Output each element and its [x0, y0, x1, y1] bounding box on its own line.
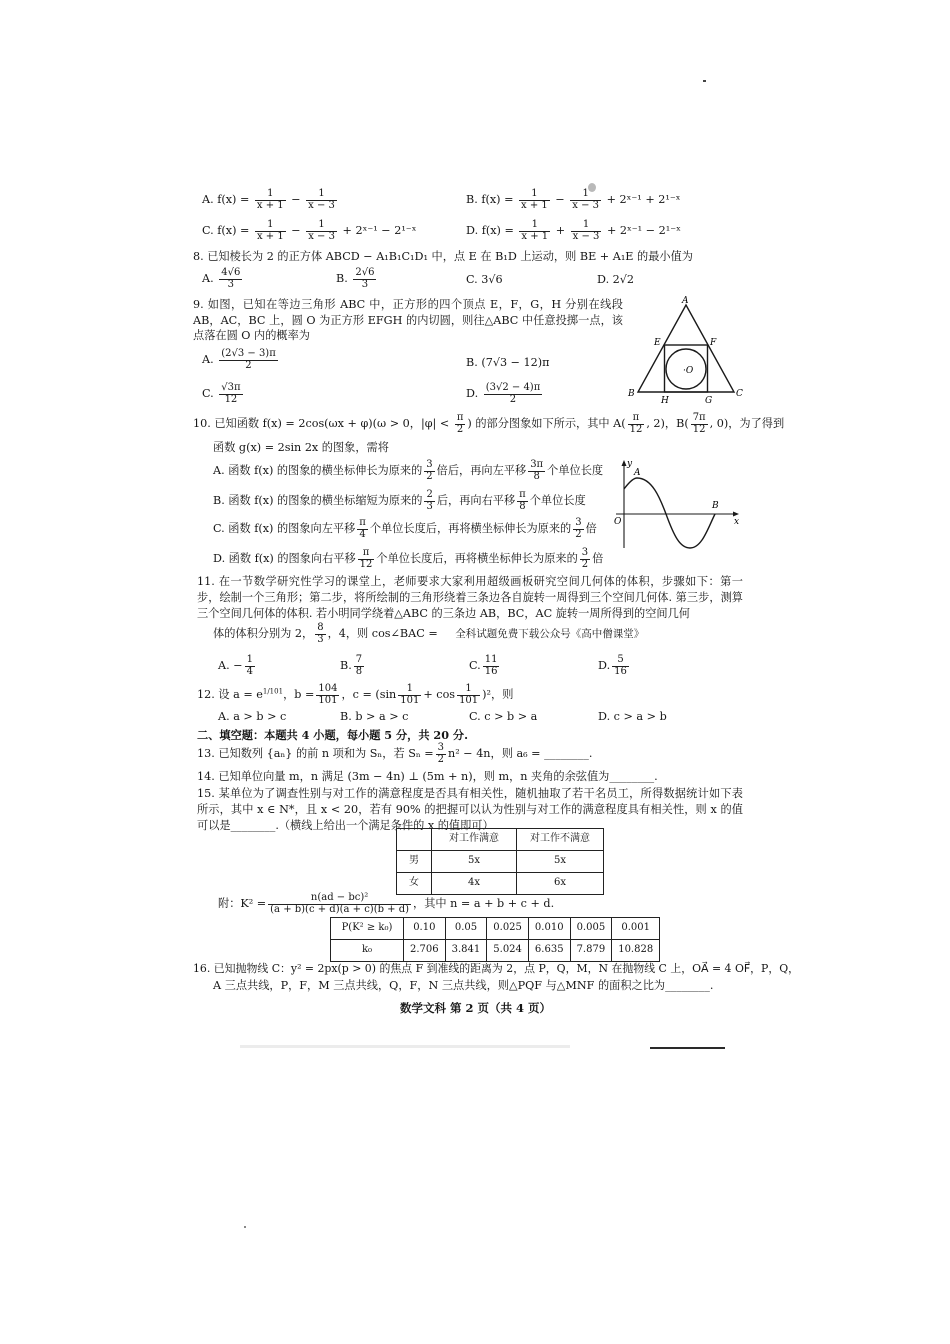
scan-line [650, 1047, 725, 1049]
k2-formula [218, 893, 554, 915]
q10-option-c [213, 518, 597, 540]
numerator: 1 [570, 189, 601, 201]
numerator: 3 [581, 547, 589, 558]
critical-value-table [330, 917, 660, 962]
operator: + [555, 224, 566, 237]
denominator: 2 [426, 470, 433, 482]
scan-speck [703, 80, 706, 82]
denominator: 2 [575, 528, 582, 540]
stem-part: 10. 已知函数 f(x) = 2cos(ωx + φ) [193, 417, 373, 430]
fraction [424, 460, 434, 482]
q8-option-b [336, 268, 378, 290]
fraction [315, 623, 325, 645]
numerator: 7 [355, 654, 363, 665]
stem-part: 12. 设 a = e [197, 688, 263, 701]
table-cell: 男 [397, 851, 432, 873]
fraction [570, 189, 601, 211]
stem-part: + cos [423, 688, 456, 701]
q7-option-b [466, 189, 681, 211]
numerator: 1 [398, 684, 421, 696]
q7-option-d [466, 220, 681, 242]
option-text: 倍后，再向左平移 [436, 464, 527, 477]
numerator: 1 [519, 220, 550, 232]
numerator: π [456, 412, 464, 423]
table-cell: 0.005 [570, 918, 612, 940]
table-cell: 0.001 [612, 918, 660, 940]
fraction [573, 518, 583, 540]
exponent: 1/101 [262, 687, 284, 696]
label-f: F [710, 338, 717, 348]
denominator: 8 [355, 665, 363, 677]
page-footer: 数学文科 第 2 页（共 4 页） [400, 1001, 552, 1015]
table-cell: 5x [517, 851, 604, 873]
numerator: 11 [484, 654, 498, 665]
option-label: B. [336, 272, 348, 285]
numerator: π [628, 413, 645, 425]
label-o: ·O [683, 366, 694, 376]
table-header-cell: 对工作不满意 [517, 829, 604, 851]
q8-stem: 8. 已知棱长为 2 的正方体 ABCD − A₁B₁C₁D₁ 中，点 E 在 B₁D 上运动，则 BE + A₁E 的最小值为 [193, 250, 693, 263]
fraction [245, 655, 255, 677]
option-text: 个单位长度后，再将横坐标伸长为原来的 [376, 552, 578, 565]
denominator: x + 1 [521, 199, 548, 211]
fraction [628, 413, 645, 435]
option-label: D. [598, 659, 611, 672]
numerator: 1 [519, 189, 550, 201]
stem-part: ，b = [283, 688, 315, 701]
fraction [455, 413, 466, 435]
fraction [358, 548, 375, 570]
table-cell: 10.828 [612, 940, 660, 962]
denominator: x − 3 [308, 199, 335, 211]
q9-option-a [202, 349, 280, 371]
fraction [571, 220, 602, 242]
table-cell: 0.025 [487, 918, 529, 940]
fraction [219, 268, 242, 290]
stem-part: ，4，则 cos∠BAC = [327, 627, 438, 640]
operator: − [555, 193, 565, 206]
stem-part: )²，则 [482, 688, 514, 701]
q12-stem [197, 684, 513, 706]
stem-part: ) 的部分图象如下所示，其中 A( [467, 417, 626, 430]
denominator: 8 [519, 500, 526, 512]
fraction [398, 684, 421, 706]
denominator: 101 [400, 694, 420, 706]
numerator: 2√6 [355, 267, 375, 278]
numerator: n(ad − bc)² [268, 893, 411, 905]
fraction [306, 220, 337, 242]
fraction [219, 383, 242, 405]
q10-option-d [213, 548, 603, 570]
denominator: 2 [456, 423, 464, 435]
x-arrow [733, 512, 739, 517]
option-text: 个单位长度 [547, 464, 604, 477]
numerator: 1 [246, 654, 253, 665]
table-row [331, 918, 660, 940]
label-x: x [734, 517, 740, 527]
q9-option-d [466, 383, 544, 405]
numerator: 3 [575, 517, 582, 528]
cosine-curve [624, 478, 715, 548]
fraction [316, 684, 339, 706]
option-label: A. [202, 193, 214, 206]
fraction [457, 684, 480, 706]
numerator: π [519, 489, 526, 500]
fraction [483, 655, 500, 677]
option-label: A. [202, 353, 214, 366]
formula-lhs: 附：K² = [218, 897, 267, 910]
lhs: f(x) = [481, 224, 514, 237]
label-b: B [628, 389, 635, 399]
stem-part: n² − 4n，则 a₆ = ________. [448, 747, 593, 760]
denominator: 12 [359, 558, 373, 570]
lhs: f(x) = [217, 224, 250, 237]
q13 [197, 743, 592, 765]
table-cell: 4x [432, 873, 517, 895]
fraction [519, 220, 550, 242]
q10-graph [608, 456, 743, 551]
q8-option-d: D. 2√2 [597, 273, 635, 286]
numerator: 3 [426, 459, 433, 470]
numerator: 3 [437, 742, 445, 753]
numerator: 1 [457, 684, 480, 696]
option-text: 倍 [585, 522, 597, 535]
fraction [424, 490, 434, 512]
q9-stem: 9. 如图，已知在等边三角形 ABC 中，正方形的四个顶点 E，F，G，H 分别在线段 AB，AC，BC 上，圆 O 为正方形 EFGH 的内切圆，则往△ABC 中任意投掷一点，该点落在圆 O 内的概率为 [193, 298, 623, 343]
denominator: 3 [426, 500, 433, 512]
numerator: 7π [692, 412, 706, 423]
q10-stem [193, 413, 784, 435]
option-text: C. 函数 f(x) 的图象向左平移 [213, 522, 356, 535]
denominator: 12 [224, 393, 238, 405]
fraction [357, 518, 368, 540]
scan-speck [244, 1226, 246, 1228]
label-b: B [712, 501, 719, 511]
option-text: 个单位长度 [529, 494, 586, 507]
fraction [268, 893, 411, 915]
denominator: 2 [437, 753, 445, 765]
denominator: 2 [509, 393, 517, 405]
denominator: 101 [459, 694, 479, 706]
denominator: 4 [246, 665, 253, 677]
fraction [353, 268, 376, 290]
label-a: A [682, 296, 689, 306]
stem-part: 13. 已知数列 {aₙ} 的前 n 项和为 Sₙ，若 Sₙ = [197, 747, 434, 760]
y-arrow [622, 460, 627, 466]
contingency-table [396, 828, 604, 895]
q8-option-a [202, 268, 244, 290]
operator: − [291, 193, 301, 206]
numerator: π [358, 548, 375, 560]
fraction [484, 383, 543, 405]
q9-option-b: B. (7√3 − 12)π [466, 356, 550, 369]
denominator: x − 3 [572, 230, 600, 242]
denominator: 3 [361, 278, 369, 290]
numerator: 1 [255, 220, 286, 232]
table-cell: 女 [397, 873, 432, 895]
table-row [397, 851, 604, 873]
fraction [517, 490, 528, 512]
numerator: π [359, 517, 366, 528]
denominator: 2 [245, 359, 252, 371]
denominator: 12 [629, 423, 643, 435]
table-header-cell: 对工作满意 [432, 829, 517, 851]
table-cell: 5x [432, 851, 517, 873]
q12-option-a: A. a > b > c [218, 710, 287, 723]
fraction [528, 460, 545, 482]
scan-shadow [240, 1045, 570, 1048]
label-h: H [661, 396, 669, 405]
rest: + 2ˣ⁻¹ − 2¹⁻ˣ [342, 224, 417, 237]
table-cell: 6.635 [528, 940, 570, 962]
numerator: 1 [571, 220, 602, 232]
section-heading: 二、填空题：本题共 4 小题，每小题 5 分，共 20 分. [197, 728, 468, 742]
option-text: B. 函数 f(x) 的图象的横坐标缩短为原来的 [213, 494, 423, 507]
denominator: 4 [359, 528, 366, 540]
option-text: A. 函数 f(x) 的图象的横坐标伸长为原来的 [213, 464, 423, 477]
q11-option-b [340, 655, 366, 677]
table-cell: 2.706 [404, 940, 446, 962]
q12-option-d: D. c > a > b [598, 710, 667, 723]
table-header-cell [397, 829, 432, 851]
formula-note: ，其中 n = a + b + c + d. [413, 897, 555, 910]
lhs: f(x) = [481, 193, 514, 206]
numerator: 3π [530, 459, 544, 470]
table-row [331, 940, 660, 962]
lhs: f(x) = [217, 193, 250, 206]
q9-option-c [202, 383, 245, 405]
q7-option-c [202, 220, 416, 242]
table-cell: 7.879 [570, 940, 612, 962]
denominator: x + 1 [521, 230, 549, 242]
table-row [397, 873, 604, 895]
q10-option-b [213, 490, 586, 512]
q12-option-b: B. b > a > c [340, 710, 409, 723]
q10-option-a [213, 460, 603, 482]
fraction [580, 548, 590, 570]
q11-option-d [598, 655, 631, 677]
denominator: x + 1 [256, 199, 284, 211]
denominator: 3 [317, 633, 324, 645]
fraction [519, 189, 550, 211]
table-header-row [397, 829, 604, 851]
q11-option-c [469, 655, 501, 677]
fraction [306, 189, 337, 211]
denominator: 101 [318, 694, 338, 706]
fraction [436, 743, 446, 765]
numerator: (2√3 − 3)π [221, 348, 276, 359]
denominator: (a + b)(c + d)(a + c)(b + d) [270, 903, 410, 915]
option-text: 倍 [592, 552, 604, 565]
table-cell: P(K² ≥ k₀) [331, 918, 404, 940]
fraction [255, 189, 286, 211]
option-text: D. 函数 f(x) 的图象向右平移 [213, 552, 356, 565]
option-label: B. [466, 193, 478, 206]
q8-option-c: C. 3√6 [466, 273, 503, 286]
fraction [354, 655, 364, 677]
stem-part: (ω > 0，|φ| < [372, 417, 450, 430]
fraction [691, 413, 708, 435]
label-e: E [654, 338, 661, 348]
fraction [612, 655, 629, 677]
option-label: C. [202, 387, 214, 400]
option-label: C. [469, 659, 481, 672]
rest: + 2ˣ⁻¹ − 2¹⁻ˣ [606, 224, 681, 237]
stem-part: 体的体积分别为 2， [213, 627, 314, 640]
denominator: 2 [581, 558, 589, 570]
denominator: x + 1 [256, 230, 284, 242]
stem-part: , 0)，为了得到 [709, 417, 785, 430]
q9-figure [625, 295, 745, 405]
rest: + 2ˣ⁻¹ + 2¹⁻ˣ [606, 193, 681, 206]
q11-stem: 11. 在一节数学研究性学习的课堂上，老师要求大家利用超级画板研究空间几何体的体积，步骤如下：第一步，绘制一个三角形；第二步，将所绘制的三角形绕着三条边各自旋转一周得到三个空间几何体. 第三步，测算三个空间几何体的体积. 若小明同学绕着△ABC 的三条边 AB，BC，AC 旋转一周所得到的空间几何 [197, 575, 743, 620]
table-cell: 6x [517, 873, 604, 895]
q12-option-c: C. c > b > a [469, 710, 538, 723]
denominator: 3 [227, 278, 234, 290]
label-o: O [614, 517, 622, 527]
label-g: G [705, 396, 713, 405]
label-y: y [627, 459, 633, 469]
stem-part: , 2)，B( [646, 417, 689, 430]
denominator: 8 [533, 470, 540, 482]
option-label: A. − [218, 659, 243, 672]
numerator: 1 [306, 220, 337, 232]
option-label: C. [202, 224, 214, 237]
numerator: 1 [255, 189, 286, 201]
table-cell: 0.010 [528, 918, 570, 940]
option-text: 个单位长度后，再将横坐标伸长为原来的 [369, 522, 572, 535]
denominator: 16 [614, 665, 627, 677]
q15-stem: 15. 某单位为了调查性别与对工作的满意程度是否具有相关性，随机抽取了若干名员工，所得数据统计如下表所示，其中 x ∈ N*，且 x < 20，若有 90% 的把握可以认为性别与对工作的满意程度具有相关性，则 x 的值可以是________.（横线上给出一个满足条件的 x 的值即可） [197, 787, 743, 832]
table-cell: 0.10 [404, 918, 446, 940]
stem-part: ，c = (sin [341, 688, 397, 701]
option-label: A. [202, 272, 214, 285]
numerator: √3π [221, 382, 241, 393]
denominator: 16 [484, 665, 498, 677]
option-label: B. [340, 659, 352, 672]
q10-line2: 函数 g(x) = 2sin 2x 的图象，需将 [213, 441, 389, 454]
numerator: 104 [318, 683, 338, 694]
q16-line1: 16. 已知抛物线 C：y² = 2px(p > 0) 的焦点 F 到准线的距离为 2，点 P，Q，M，N 在抛物线 C 上，OA⃗ = 4 OF⃗，P，Q， [193, 962, 800, 975]
table-cell: 0.05 [445, 918, 487, 940]
numerator: 4√6 [221, 267, 241, 278]
numerator: 5 [612, 655, 629, 667]
denominator: 12 [692, 423, 706, 435]
table-cell: 3.841 [445, 940, 487, 962]
fraction [255, 220, 286, 242]
label-c: C [736, 389, 743, 399]
option-text: 后，再向右平移 [436, 494, 516, 507]
q16-line2: A 三点共线，P，F，M 三点共线，Q，F，N 三点共线，则△PQF 与△MNF 的面积之比为________. [213, 979, 714, 992]
watermark-text: 全科试题免费下载公众号《高中僧课堂》 [455, 628, 645, 640]
q14: 14. 已知单位向量 m，n 满足 (3m − 4n) ⊥ (5m + n)，则 m，n 夹角的余弦值为________. [197, 770, 658, 783]
table-cell: 5.024 [487, 940, 529, 962]
numerator: 8 [317, 622, 324, 633]
option-label: D. [466, 387, 479, 400]
q11-last-line [213, 623, 644, 645]
label-a: A [634, 468, 641, 478]
q11-option-a [218, 655, 257, 677]
option-label: D. [466, 224, 479, 237]
operator: − [291, 224, 301, 237]
denominator: x − 3 [572, 199, 600, 211]
denominator: x − 3 [308, 230, 335, 242]
fraction [219, 349, 278, 371]
numerator: 1 [306, 189, 337, 201]
numerator: (3√2 − 4)π [485, 382, 541, 393]
numerator: 2 [426, 489, 433, 500]
table-cell: k₀ [331, 940, 404, 962]
q7-option-a [202, 189, 339, 211]
